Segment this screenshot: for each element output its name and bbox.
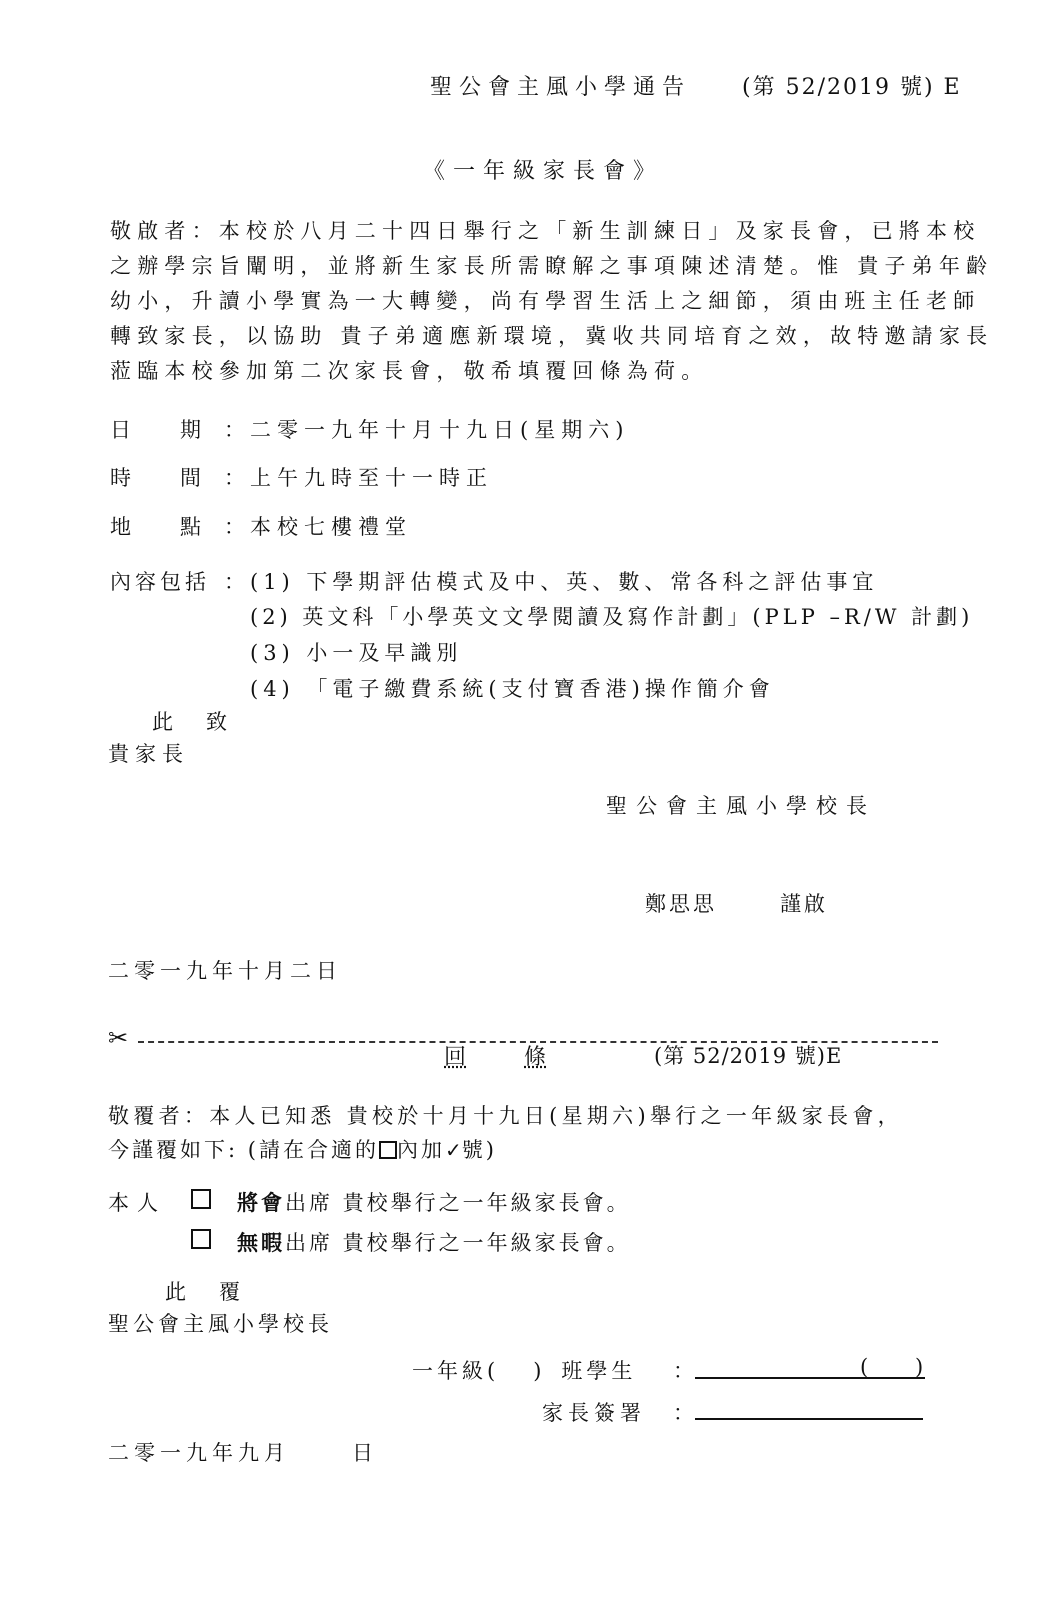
date-label: 日 期 [110,418,201,442]
venue-label: 地 點 [110,515,201,539]
content-item: (4) 「電子繳費系統(支付寶香港)操作簡介會 [250,677,775,701]
date-colon: ： [224,418,245,442]
venue-colon: ： [224,515,245,539]
intro-line: 之辦學宗旨闡明，並將新生家長所需瞭解之事項陳述清楚。惟 貴子弟年齡 [110,254,994,278]
intro-line: 轉致家長，以協助 貴子弟適應新環境，冀收共同培育之效，故特邀請家長 [110,324,994,348]
self-label: 本人 [108,1191,166,1215]
time-value: 上午九時至十一時正 [250,466,493,490]
ci-zhi: 此 致 [152,710,233,734]
reply-recipient: 聖公會主風小學校長 [108,1312,333,1336]
content-label: 內容包括 [110,570,210,594]
reply-line-2: 今謹覆如下: (請在合適的 內加✓號) [108,1138,497,1162]
reply-title: 回 條 [444,1045,549,1070]
reply-number: (第 52/2019 號)E [654,1044,843,1068]
signature-field[interactable] [695,1418,923,1420]
notice-number: (第 52/2019 號) E [742,75,962,100]
signer-name: 鄭思思 [645,892,717,916]
class-label: 一年級( ) 班學生 [412,1359,637,1383]
absent-option: 無暇出席 貴校舉行之一年級家長會。 [237,1231,631,1255]
absent-checkbox[interactable] [191,1229,211,1253]
student-number-open: ( [860,1355,869,1379]
content-item: (1) 下學期評估模式及中、英、數、常各科之評估事宜 [250,570,879,594]
reply-line-1: 敬覆者：本人已知悉 貴校於十月十九日(星期六)舉行之一年級家長會， [108,1104,903,1128]
scissors-icon: ✂ [108,1024,129,1052]
ci-fu: 此 覆 [165,1280,246,1304]
intro-paragraph [110,214,994,389]
venue-value: 本校七樓禮堂 [250,515,412,539]
sender-title: 聖公會主風小學校長 [606,794,876,818]
time-label: 時 間 [110,466,201,490]
notice-subject: 《一年級家長會》 [423,159,664,184]
student-name-field[interactable] [695,1377,925,1379]
content-item: (3) 小一及早識別 [250,641,463,665]
signer-closing: 謹啟 [780,892,828,916]
signature-label: 家長簽署 [542,1401,646,1425]
attend-checkbox[interactable] [191,1189,211,1213]
check-mark-icon: ✓ [444,1138,462,1162]
notice-title: 聖公會主風小學通告 [430,75,692,100]
student-number-close: ) [915,1355,924,1379]
date-value: 二零一九年十月十九日(星期六) [250,418,630,442]
content-item: (2) 英文科「小學英文文學閱讀及寫作計劃」(PLP –R/W 計劃) [250,605,974,629]
notice-date: 二零一九年十月二日 [108,959,342,983]
reply-date: 二零一九年九月 日 [108,1441,378,1465]
signature-colon: ： [673,1401,694,1425]
time-colon: ： [224,466,245,490]
addressee: 貴家長 [108,742,189,766]
intro-line: 幼小，升讀小學實為一大轉變，尚有學習生活上之細節，須由班主任老師 [110,289,981,313]
class-colon: ： [673,1359,694,1383]
intro-line: 敬啟者：本校於八月二十四日舉行之「新生訓練日」及家長會，已將本校 [110,219,981,243]
attend-option: 將會出席 貴校舉行之一年級家長會。 [237,1191,631,1215]
checkbox-example-icon [379,1141,397,1159]
content-colon: ： [224,570,245,594]
intro-line: 蒞臨本校參加第二次家長會，敬希填覆回條為荷。 [110,359,709,383]
